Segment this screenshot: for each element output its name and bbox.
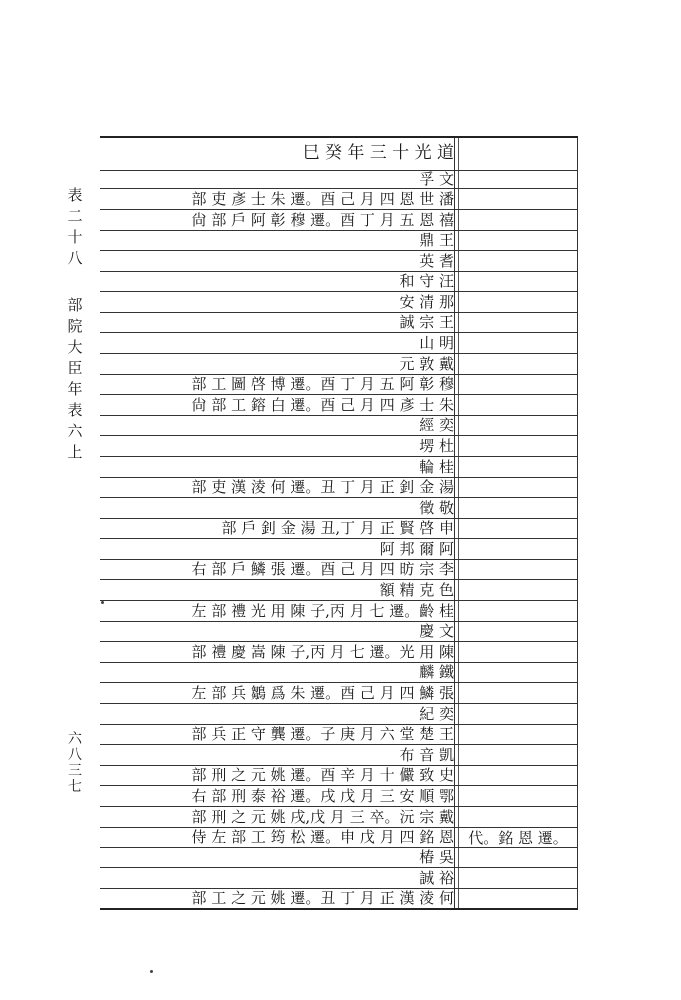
sidebar-char: 八: [67, 249, 83, 267]
page-number: [60, 732, 90, 796]
row-text: 英 耆: [419, 251, 454, 270]
table-row: [104, 415, 454, 435]
row-text: 部 刑 之 元 姚 遷。酉 辛 月 十 儼 致 史: [191, 766, 454, 784]
table-row: [104, 559, 454, 579]
row-text: 額 精 克 色: [379, 580, 454, 599]
table-row: [104, 189, 454, 209]
row-text: 左 部 禮 光 用 陳 子,丙 月 七 遷。齡 桂: [191, 601, 454, 620]
page-number-char: 六: [68, 731, 82, 747]
sidebar-char: 表: [67, 401, 83, 419]
sidebar-char: 大: [67, 338, 83, 356]
row-text: 部 吏 彥 士 朱 遷。酉 己 月 四 恩 世 潘: [191, 189, 454, 208]
table-row: [104, 271, 454, 291]
row-text: 巳 癸 年 三 十 光 道: [302, 143, 454, 163]
row-text: 尙 部 戶 阿 彰 穆 遷。酉 丁 月 五 恩 禧: [191, 210, 454, 229]
row-text: 部 工 之 元 姚 遷。丑 丁 月 正 漢 淩 何: [191, 889, 454, 907]
table-row: [104, 827, 454, 847]
table-row: [104, 662, 454, 682]
row-rule: [100, 908, 578, 910]
table-row: [104, 765, 454, 785]
table-row: [104, 868, 454, 888]
row-text: 部 戶 釗 金 湯 丑,丁 月 正 賢 啓 申: [221, 519, 454, 537]
right-note: 代。銘 恩 遷。: [468, 829, 568, 847]
row-text: 布 音 凱: [399, 745, 454, 764]
table-row: [104, 683, 454, 703]
row-text: 輪 桂: [419, 457, 454, 476]
table-row: [104, 724, 454, 744]
ink-speck: [101, 601, 104, 604]
table-row: [104, 477, 454, 497]
table-row: [104, 333, 454, 353]
table-row: [104, 251, 454, 271]
row-text: 部 工 圖 啓 博 遷。酉 丁 月 五 阿 彰 穆: [191, 375, 454, 393]
row-text: 鼎 王: [419, 231, 454, 249]
table-row: [104, 807, 454, 827]
table-row: [104, 704, 454, 724]
sidebar-char: 年: [67, 380, 83, 398]
table-row: [104, 457, 454, 477]
table-row: [104, 169, 454, 189]
row-text: 紀 奕: [419, 704, 454, 723]
row-text: 塄 杜: [419, 436, 454, 455]
row-text: 徵 敬: [419, 498, 454, 517]
table-row: [104, 601, 454, 621]
row-text: 山 明: [419, 333, 454, 352]
row-text: 慶 文: [419, 622, 454, 640]
table-row: [104, 539, 454, 559]
sidebar-char: 院: [67, 317, 83, 335]
sidebar-char: 六: [67, 422, 83, 440]
table-row: [104, 312, 454, 332]
row-text: 侍 左 部 工 筠 松 遷。申 戊 月 四 銘 恩: [191, 828, 454, 846]
table-row: [104, 230, 454, 250]
table-row: [104, 210, 454, 230]
table-row: [104, 621, 454, 641]
table-row: [104, 436, 454, 456]
sidebar-char: 臣: [67, 359, 83, 377]
table-row: [104, 580, 454, 600]
table-row: [104, 354, 454, 374]
row-text: 孚 文: [419, 170, 454, 188]
row-text: 尙 部 工 鎔 白 遷。酉 己 月 四 彥 士 朱: [191, 395, 454, 414]
table-row: [104, 374, 454, 394]
sidebar-char: 上: [67, 443, 83, 461]
table-row: [104, 143, 454, 163]
row-rule: [100, 136, 578, 138]
column-divider: [454, 136, 455, 908]
page-number-char: 八: [68, 747, 82, 763]
row-text: 右 部 戶 鱗 張 遷。酉 己 月 四 昉 宗 李: [191, 560, 454, 578]
minister-table: [100, 136, 578, 908]
row-text: 右 部 刑 泰 裕 遷。戌 戊 月 三 安 順 鄂: [191, 786, 454, 805]
table-row: [104, 395, 454, 415]
sidebar-title: [60, 188, 90, 466]
column-divider: [577, 136, 578, 908]
table-row: [104, 786, 454, 806]
table-row: [104, 888, 454, 908]
sidebar-char: 二: [67, 207, 83, 225]
row-text: 和 守 汪: [399, 272, 454, 290]
row-text: 部 吏 漢 淩 何 遷。丑 丁 月 正 釗 金 湯: [191, 478, 454, 496]
row-text: 安 清 那: [399, 292, 454, 311]
sidebar-char: 部: [67, 296, 83, 314]
row-text: 椿 吳: [419, 848, 454, 866]
row-text: 誠 裕: [419, 868, 454, 887]
page-number-char: 三: [68, 763, 82, 779]
row-text: 元 敦 戴: [399, 354, 454, 373]
row-text: 部 禮 慶 嵩 陳 子,丙 月 七 遷。光 用 陳: [191, 642, 454, 661]
row-text: 誠 宗 王: [399, 313, 454, 331]
table-row: [104, 642, 454, 662]
row-text: 左 部 兵 鶵 爲 朱 遷。酉 己 月 四 鱗 張: [191, 683, 454, 702]
ink-speck: [150, 970, 153, 973]
table-row: [104, 745, 454, 765]
row-text: 麟 鐵: [419, 663, 454, 681]
page-number-char: 七: [68, 779, 82, 795]
table-row: [104, 292, 454, 312]
table-row: [104, 498, 454, 518]
sidebar-char: 表: [67, 186, 83, 204]
sidebar-char: 十: [67, 228, 83, 246]
row-text: 阿 邦 爾 阿: [379, 539, 454, 558]
table-row: [104, 847, 454, 867]
row-text: 部 兵 正 守 龔 遷。子 庚 月 六 堂 楚 王: [191, 725, 454, 743]
table-row: [104, 518, 454, 538]
column-divider: [458, 136, 459, 908]
row-text: 部 刑 之 元 姚 戌,戊 月 三 卒。沅 宗 戴: [191, 807, 454, 826]
row-text: 經 奕: [419, 416, 454, 434]
